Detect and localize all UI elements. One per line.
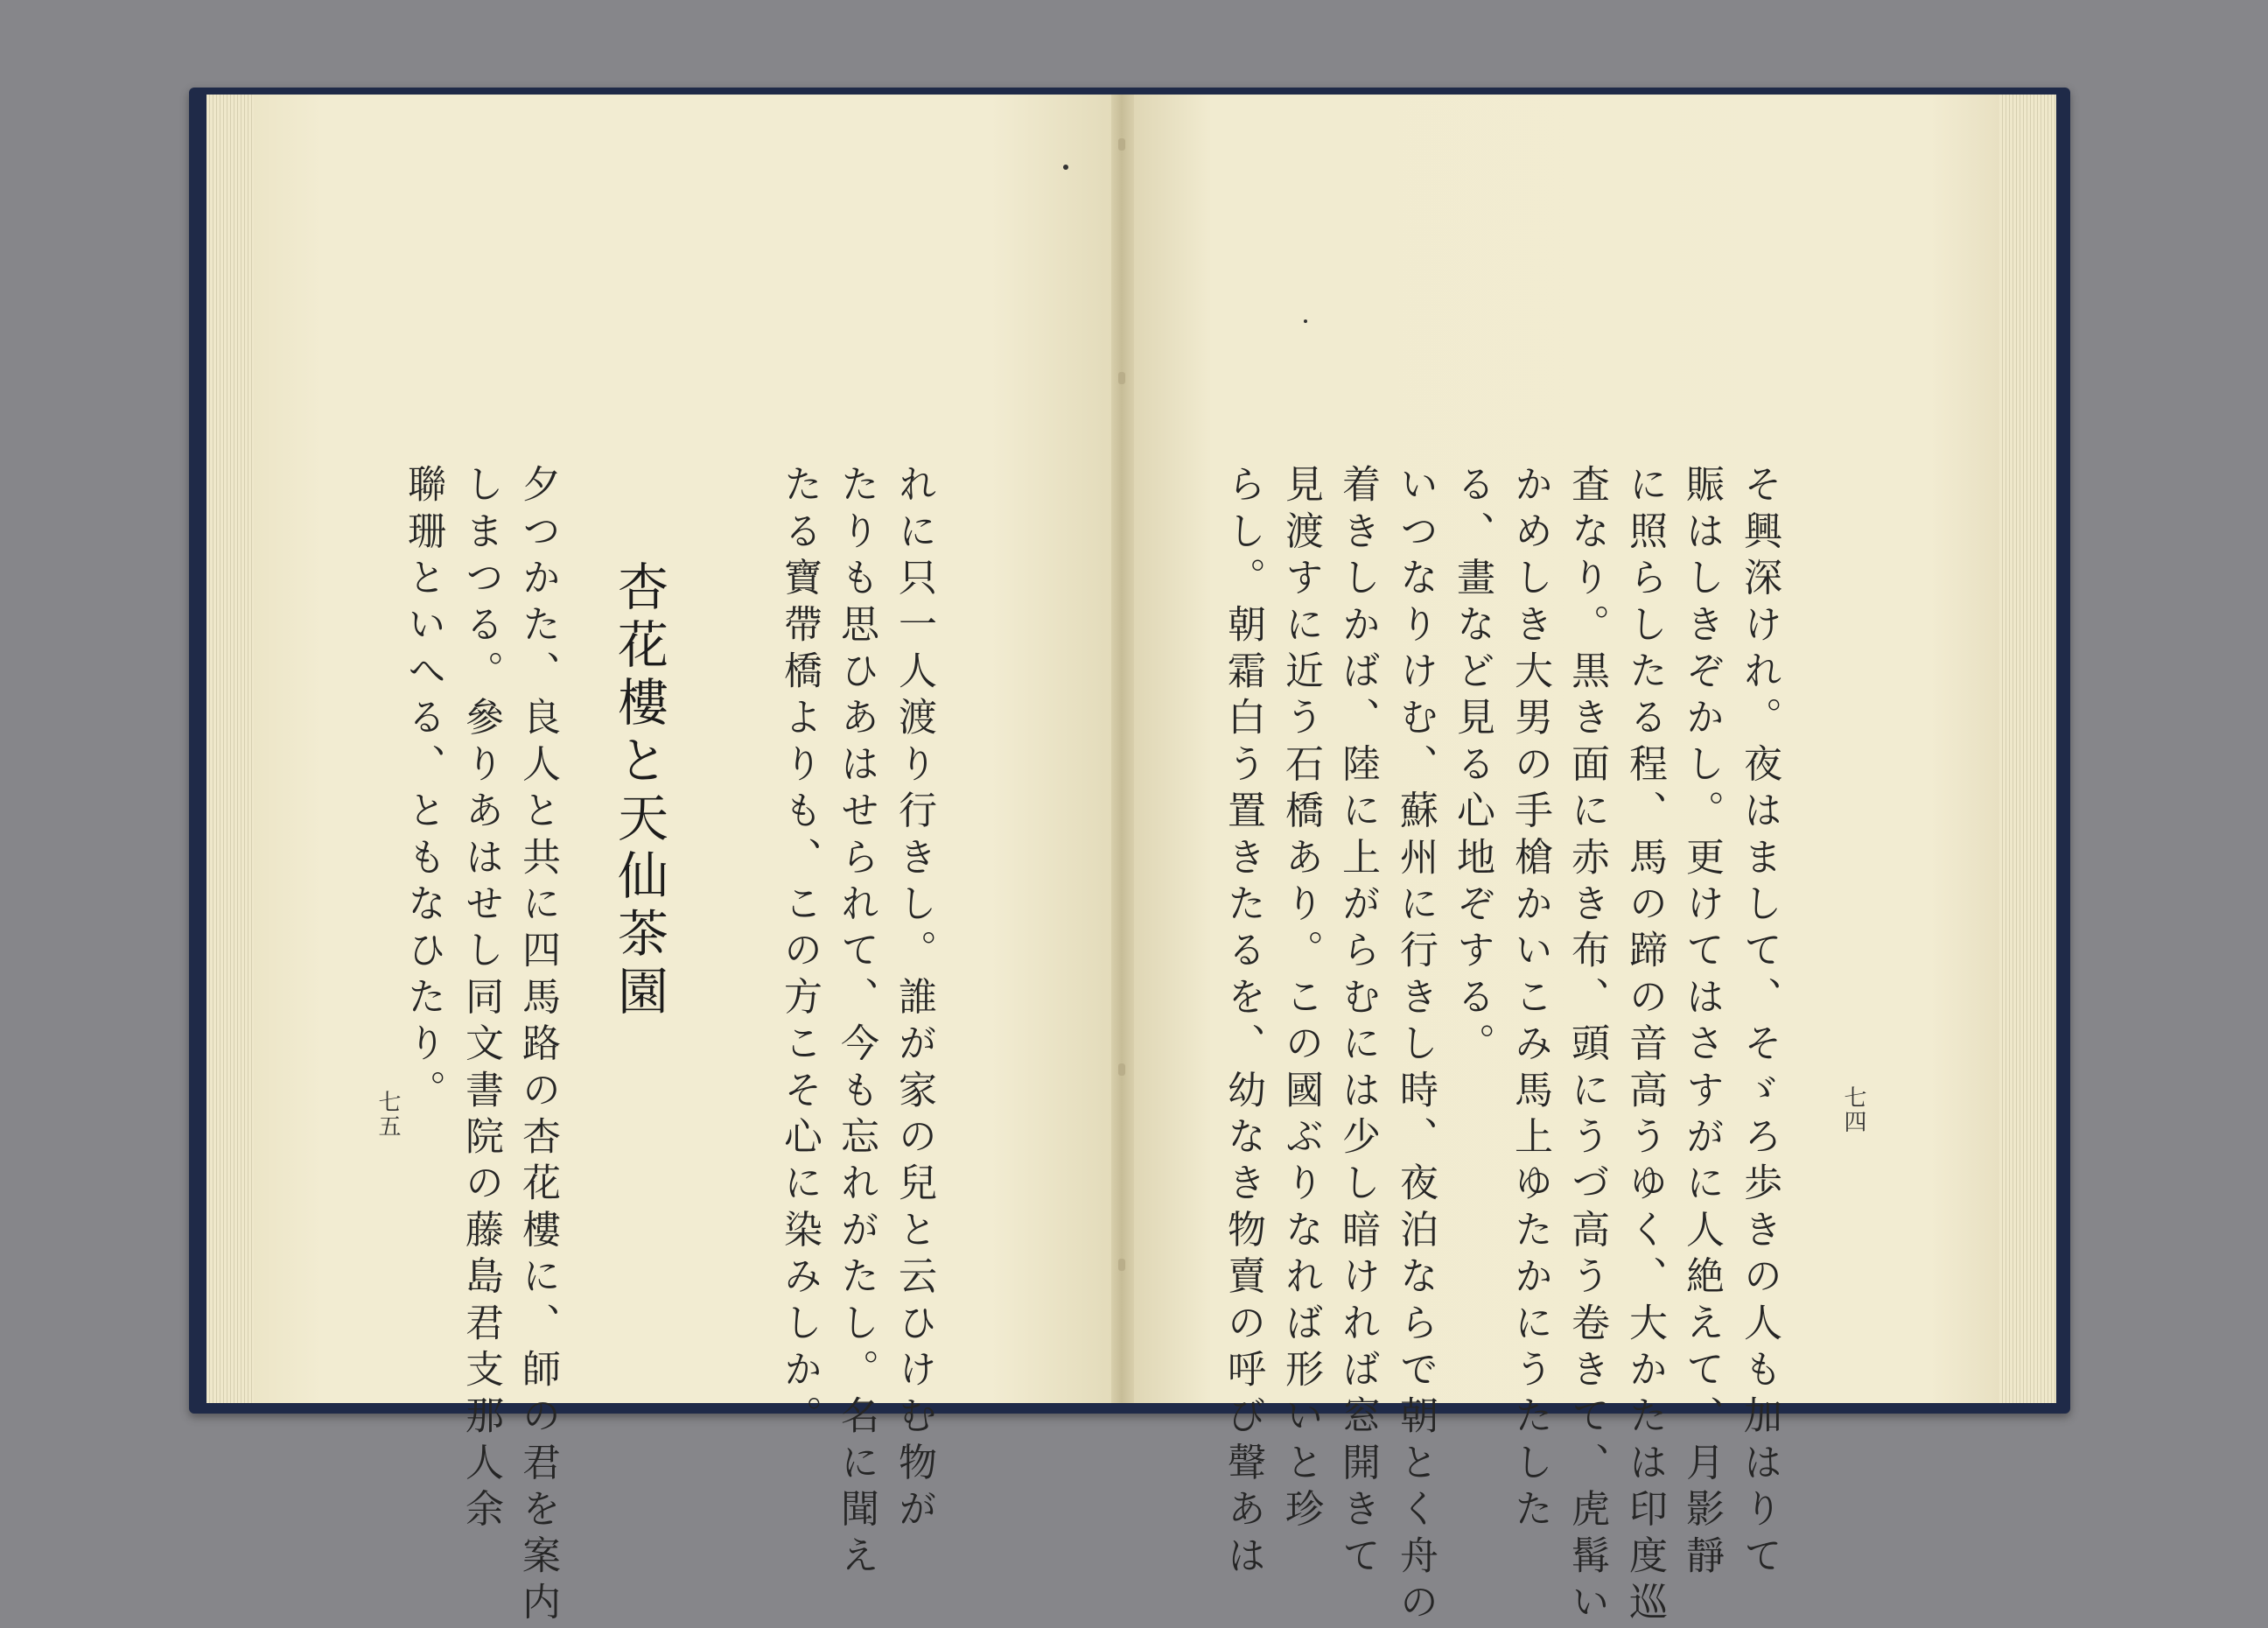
book-gutter xyxy=(1111,95,1134,1403)
ink-speck xyxy=(1063,165,1068,170)
text-column: たる寶帶橋よりも、この方こそ心に染みしか。 xyxy=(777,464,822,1442)
section-heading: 杏花樓と天仙茶園 xyxy=(609,560,668,1022)
text-column: 着きしかば、陸に上がらむには少し暗ければ窓開きて xyxy=(1335,464,1380,1582)
left-page xyxy=(254,95,1120,1403)
page-number: 七五 xyxy=(374,1090,401,1139)
text-column: 夕つかた、良人と共に四馬路の杏花樓に、師の君を案内 xyxy=(515,464,560,1628)
page-edges-left xyxy=(206,95,259,1403)
page-edges-right xyxy=(1995,95,2056,1403)
binding-stitch xyxy=(1118,372,1125,384)
text-column: らし。朝霜白う置きたるを、幼なき物賣の呼び聲あは xyxy=(1221,464,1265,1582)
text-column: 聯珊といへる、ともなひたり。 xyxy=(401,464,445,1116)
text-column: る、畫など見る心地ぞする。 xyxy=(1450,464,1494,1070)
text-column: れに只一人渡り行きし。誰が家の兒と云ひけむ物が xyxy=(892,464,936,1535)
text-column: 賑はしきぞかし。更けてはさすがに人絶えて、月影靜 xyxy=(1679,464,1724,1582)
page-number: 七四 xyxy=(1840,1085,1866,1134)
text-column: 査なり。黒き面に赤き布、頭にうづ高う卷きて、虎髯い xyxy=(1564,464,1609,1628)
binding-stitch xyxy=(1118,138,1125,151)
text-column: に照らしたる程、馬の蹄の音高うゆく、大かたは印度巡 xyxy=(1622,464,1667,1628)
text-column: いつなりけむ、蘇州に行きし時、夜泊ならで朝とく舟の xyxy=(1393,464,1438,1628)
text-column: たりも思ひあはせられて、今も忘れがたし。名に聞え xyxy=(834,464,878,1582)
binding-stitch xyxy=(1118,1259,1125,1271)
text-column: かめしき大男の手槍かいこみ馬上ゆたかにうたした xyxy=(1508,464,1552,1535)
binding-stitch xyxy=(1118,1063,1125,1076)
text-column: 見渡すに近う石橋あり。この國ぶりなれば形いと珍 xyxy=(1278,464,1323,1535)
text-column: そ興深けれ。夜はまして、そゞろ歩きの人も加はりて xyxy=(1737,464,1782,1582)
text-column: しまつる。參りあはせし同文書院の藤島君支那人余 xyxy=(458,464,503,1535)
ink-speck xyxy=(1304,319,1307,323)
